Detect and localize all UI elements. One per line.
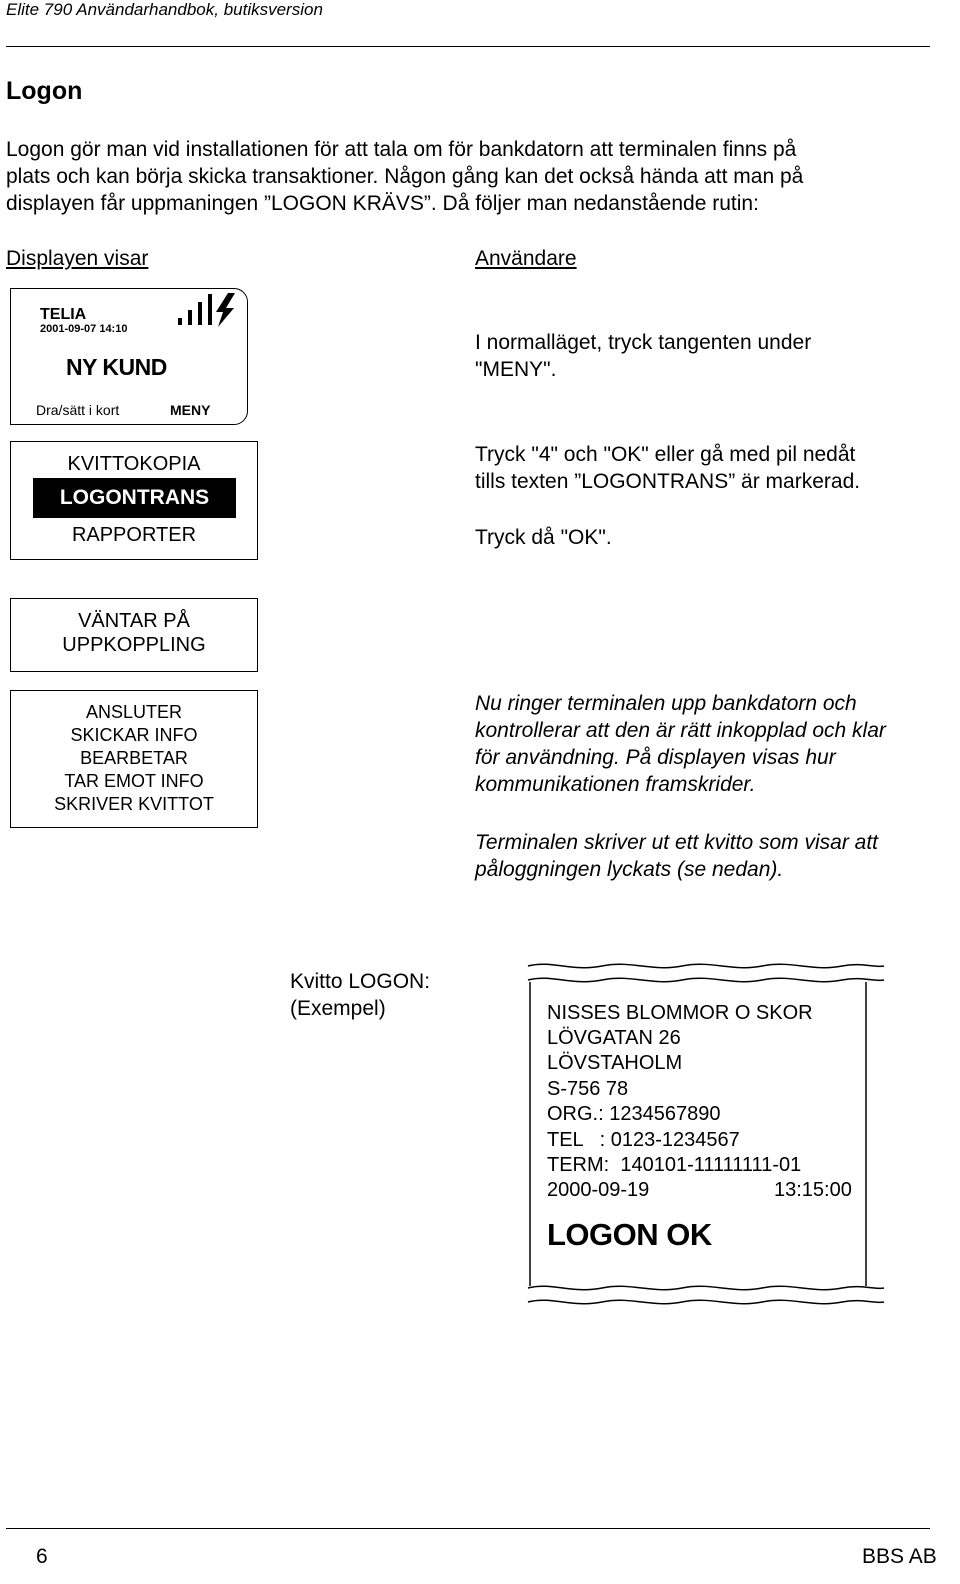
receipt-line: NISSES BLOMMOR O SKOR bbox=[547, 1002, 813, 1024]
instruction-line: för användning. På displayen visas hur bbox=[475, 746, 836, 769]
display-status-line: UPPKOPPLING bbox=[62, 634, 206, 656]
receipt-result: LOGON OK bbox=[547, 1217, 712, 1252]
receipt-line: TERM: 140101-11111111-01 bbox=[547, 1154, 802, 1176]
page-number: 6 bbox=[36, 1545, 48, 1568]
instruction-step-1 bbox=[475, 329, 811, 383]
receipt-line: LÖVSTAHOLM bbox=[547, 1052, 683, 1074]
display-waiting-screen bbox=[10, 598, 258, 672]
progress-step: SKRIVER KVITTOT bbox=[54, 794, 214, 814]
receipt-line: S-756 78 bbox=[547, 1078, 629, 1100]
menu-item-kvittokopia[interactable]: KVITTOKOPIA bbox=[67, 453, 201, 475]
progress-step: TAR EMOT INFO bbox=[64, 771, 204, 791]
footer-rule bbox=[6, 1528, 930, 1529]
progress-step: BEARBETAR bbox=[80, 748, 188, 768]
receipt-label-line: Kvitto LOGON: bbox=[290, 970, 431, 993]
display-card-prompt: Dra/sätt i kort bbox=[36, 402, 120, 418]
intro-line: displayen får uppmaningen ”LOGON KRÄVS”. Då följer man nedanstående rutin: bbox=[6, 192, 759, 215]
intro-paragraph bbox=[6, 136, 926, 217]
display-brand: TELIA bbox=[40, 306, 87, 323]
instruction-line: kontrollerar att den är rätt inkopplad och klar bbox=[475, 719, 886, 742]
instruction-line: "MENY". bbox=[475, 358, 557, 381]
column-heading-display: Displayen visar bbox=[6, 247, 149, 270]
display-menu-softkey[interactable]: MENY bbox=[170, 402, 211, 418]
progress-step: SKICKAR INFO bbox=[70, 725, 198, 745]
instruction-line: tills texten ”LOGONTRANS” är markerad. bbox=[475, 470, 861, 493]
footer-company: BBS AB bbox=[862, 1545, 937, 1568]
display-status-line: VÄNTAR PÅ bbox=[78, 610, 190, 632]
receipt-date: 2000-09-19 bbox=[547, 1179, 650, 1201]
instruction-step-3: Tryck då "OK". bbox=[475, 526, 612, 549]
receipt-time: 13:15:00 bbox=[774, 1179, 852, 1201]
instruction-line: I normalläget, tryck tangenten under bbox=[475, 331, 812, 354]
display-main-message: NY KUND bbox=[66, 354, 167, 380]
instruction-line: Terminalen skriver ut ett kvitto som visar att bbox=[475, 831, 879, 854]
signal-strength-icon bbox=[178, 291, 240, 329]
instruction-line: Nu ringer terminalen upp bankdatorn och bbox=[475, 692, 857, 715]
display-progress-screen bbox=[10, 690, 258, 828]
progress-step: ANSLUTER bbox=[85, 702, 183, 722]
receipt-line: TEL : 0123-1234567 bbox=[547, 1129, 740, 1151]
display-menu-screen bbox=[10, 441, 258, 560]
receipt-label-line: (Exempel) bbox=[290, 997, 386, 1020]
instruction-step-4 bbox=[475, 690, 886, 798]
header-rule bbox=[6, 46, 930, 47]
instruction-step-5 bbox=[475, 829, 878, 883]
display-datetime: 2001-09-07 14:10 bbox=[40, 323, 128, 335]
intro-line: plats och kan börja skicka transaktioner. Någon gång kan det också hända att man på bbox=[6, 165, 804, 188]
intro-line: Logon gör man vid installationen för att tala om för bankdatorn att terminalen finns på bbox=[6, 138, 797, 161]
instruction-line: påloggningen lyckats (se nedan). bbox=[475, 858, 784, 881]
document-header-title: Elite 790 Användarhandbok, butiksversion bbox=[6, 0, 323, 19]
menu-item-logontrans-selected[interactable]: LOGONTRANS bbox=[33, 478, 236, 518]
instruction-line: kommunikationen framskrider. bbox=[475, 773, 756, 796]
receipt-line: ORG.: 1234567890 bbox=[547, 1103, 721, 1125]
instruction-line: Tryck "4" och "OK" eller gå med pil nedåt bbox=[475, 443, 856, 466]
instruction-step-2 bbox=[475, 441, 860, 495]
receipt-line: LÖVGATAN 26 bbox=[547, 1027, 681, 1049]
receipt-label bbox=[290, 968, 430, 1022]
menu-item-rapporter[interactable]: RAPPORTER bbox=[71, 524, 197, 546]
column-heading-user: Användare bbox=[475, 247, 577, 270]
section-title: Logon bbox=[6, 77, 83, 105]
